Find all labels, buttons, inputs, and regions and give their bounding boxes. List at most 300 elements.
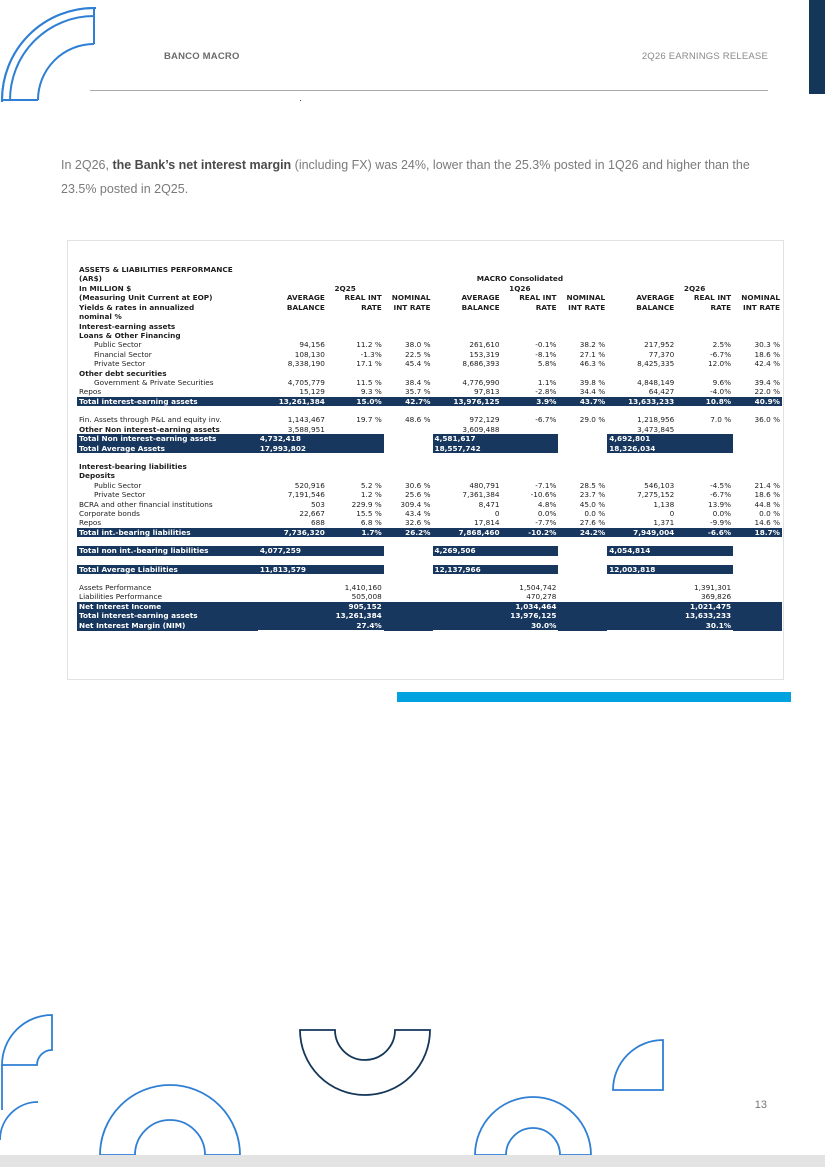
table-row (77, 350, 782, 359)
table-row-total (77, 565, 782, 574)
avg-balance-cell: 8,425,335 (637, 359, 675, 369)
empty-cell (558, 434, 607, 443)
summary-value-cell: 1,391,301 (693, 582, 732, 592)
col-nom-2: INT RATE (393, 302, 431, 312)
real-rate-cell: 9.6% (712, 378, 732, 388)
nominal-rate-cell: 38.2 % (579, 340, 606, 350)
avg-balance-cell: 4,077,259 (258, 546, 327, 555)
nominal-rate-cell (384, 425, 433, 434)
col-real: REAL INT (344, 293, 382, 303)
avg-balance-cell: 688 (310, 518, 325, 528)
empty-cell (502, 434, 559, 443)
real-rate-cell: 0.0% (712, 508, 732, 518)
yields-row-2 (77, 312, 782, 321)
table-row (77, 481, 782, 490)
avg-balance-cell: 1,143,467 (287, 415, 325, 425)
real-rate-cell: 11.2 % (356, 340, 382, 350)
avg-balance-cell: 8,471 (478, 499, 500, 509)
empty-cell (733, 602, 782, 611)
real-rate-cell: -4.0% (709, 387, 732, 397)
real-rate-cell: 5.2 % (360, 480, 382, 490)
real-rate-cell: -6.6% (676, 528, 733, 537)
avg-balance-cell: 97,813 (474, 387, 500, 397)
summary-value-cell: 30.0% (433, 621, 559, 631)
avg-balance-cell: 1,371 (653, 518, 675, 528)
real-rate-cell (676, 425, 733, 434)
empty-cell (676, 444, 733, 453)
spacer-row (77, 537, 782, 546)
empty-cell (558, 592, 607, 601)
nominal-rate-cell: 30.3 % (754, 340, 780, 350)
nominal-rate-cell: 46.3 % (579, 359, 606, 369)
empty-cell (558, 565, 607, 574)
avg-balance-cell: 64,427 (648, 387, 675, 397)
real-rate-cell: 17.1 % (356, 359, 382, 369)
empty-cell (558, 444, 607, 453)
header-release-title: 2Q26 EARNINGS RELEASE (641, 51, 768, 62)
period-2q25: 2Q25 (334, 283, 356, 293)
real-rate-cell: -7.7% (535, 518, 557, 528)
row-label: Public Sector (94, 480, 142, 490)
col-real: REAL INT (519, 293, 557, 303)
real-rate-cell: -0.1% (535, 340, 557, 350)
nominal-rate-cell: 0.0 % (759, 508, 780, 518)
table-row (77, 583, 782, 592)
summary-value-cell: 1,410,160 (344, 582, 382, 592)
page-edge-tab (809, 0, 825, 94)
avg-balance-cell: 8,686,393 (462, 359, 500, 369)
col-real-2: RATE (710, 302, 732, 312)
summary-value-cell: 470,278 (526, 592, 557, 602)
avg-balance-cell: 7,361,384 (462, 490, 500, 500)
real-rate-cell: -6.7% (709, 349, 732, 359)
summary-value-cell: 1,021,475 (607, 602, 733, 611)
nominal-rate-cell: 14.6 % (754, 518, 780, 528)
row-label: Assets Performance (79, 582, 152, 592)
section-ibl: Interest-bearing liabilities (79, 461, 187, 471)
row-label: Financial Sector (94, 349, 152, 359)
avg-balance-cell: 15,129 (299, 387, 325, 397)
nominal-rate-cell: 36.0 % (754, 415, 780, 425)
section-header (77, 331, 782, 340)
row-label: Liabilities Performance (79, 592, 163, 602)
header-bank-name: BANCO MACRO (164, 51, 240, 62)
table-row-total (77, 444, 782, 453)
empty-cell (384, 434, 433, 443)
col-avg-2: BALANCE (286, 302, 325, 312)
avg-balance-cell: 3,588,951 (287, 424, 325, 434)
nominal-rate-cell: 43.4 % (405, 508, 431, 518)
nominal-rate-cell: 35.7 % (405, 387, 431, 397)
summary-value-cell: 30.1% (607, 621, 733, 631)
empty-cell (384, 602, 433, 611)
avg-balance-cell: 12,003,818 (607, 565, 676, 574)
nominal-rate-cell: 42.4 % (754, 359, 780, 369)
nominal-rate-cell: 22.0 % (754, 387, 780, 397)
row-label: Total Average Liabilities (77, 565, 258, 574)
nominal-rate-cell: 25.6 % (405, 490, 431, 500)
section-deposits: Deposits (79, 471, 115, 481)
yields-label: Yields & rates in annualized (79, 302, 195, 312)
col-nom-2: INT RATE (568, 302, 606, 312)
nominal-rate-cell: 34.4 % (579, 387, 606, 397)
row-label: Corporate bonds (79, 508, 140, 518)
header-dot (300, 100, 301, 101)
row-label: Total non int.-bearing liabilities (77, 546, 258, 555)
real-rate-cell: 13.9% (707, 499, 732, 509)
row-label: Total interest-earning assets (77, 611, 258, 620)
col-avg-2: BALANCE (636, 302, 675, 312)
row-label: BCRA and other financial institutions (79, 499, 213, 509)
nominal-rate-cell: 27.1 % (579, 349, 606, 359)
summary-value-cell: 905,152 (258, 602, 384, 611)
summary-value-cell: 505,008 (351, 592, 382, 602)
table-row (77, 509, 782, 518)
page-number: 13 (754, 1099, 767, 1111)
table-row (77, 340, 782, 349)
nominal-rate-cell: 39.4 % (754, 378, 780, 388)
empty-cell (327, 565, 384, 574)
row-label: Public Sector (94, 340, 142, 350)
real-rate-cell: -2.8% (535, 387, 557, 397)
avg-balance-cell: 3,473,845 (637, 424, 675, 434)
avg-balance-cell: 13,976,125 (433, 397, 502, 406)
avg-balance-cell: 7,736,320 (258, 528, 327, 537)
intro-bold: the Bank’s net interest margin (112, 158, 292, 172)
nominal-rate-cell: 28.5 % (579, 480, 606, 490)
nominal-rate-cell: 23.7 % (579, 490, 606, 500)
table-row-total (77, 528, 782, 537)
section-header (77, 322, 782, 331)
section-header (77, 369, 782, 378)
empty-cell (384, 546, 433, 555)
nominal-rate-cell: 45.4 % (405, 359, 431, 369)
avg-balance-cell: 13,633,233 (607, 397, 676, 406)
col-avg: AVERAGE (461, 293, 500, 303)
empty-cell (384, 621, 433, 631)
spacer-row (77, 556, 782, 565)
real-rate-cell: 10.8% (676, 397, 733, 406)
empty-cell (733, 583, 782, 592)
real-rate-cell: 12.0% (707, 359, 732, 369)
col-real-2: RATE (535, 302, 557, 312)
real-rate-cell (327, 425, 384, 434)
period-row (77, 284, 782, 293)
avg-balance-cell: 22,667 (299, 508, 325, 518)
nominal-rate-cell: 27.6 % (579, 518, 606, 528)
col-real: REAL INT (693, 293, 732, 303)
avg-balance-cell: 4,692,801 (607, 434, 676, 443)
avg-balance-cell: 4,732,418 (258, 434, 327, 443)
empty-cell (327, 434, 384, 443)
avg-balance-cell: 4,269,506 (433, 546, 502, 555)
avg-balance-cell: 7,868,460 (433, 528, 502, 537)
empty-cell (733, 444, 782, 453)
row-label: Government & Private Securities (94, 378, 214, 388)
empty-cell (384, 611, 433, 620)
real-rate-cell: -1.3% (360, 349, 382, 359)
nominal-rate-cell (558, 425, 607, 434)
empty-cell (676, 434, 733, 443)
avg-balance-cell: 0 (669, 508, 675, 518)
real-rate-cell: 11.5 % (356, 378, 382, 388)
avg-balance-cell: 4,848,149 (637, 378, 675, 388)
nominal-rate-cell: 48.6 % (405, 415, 431, 425)
empty-cell (558, 621, 607, 631)
empty-cell (733, 434, 782, 443)
empty-cell (733, 565, 782, 574)
header-divider (90, 90, 768, 91)
row-label: Repos (79, 387, 102, 397)
table-row (77, 387, 782, 396)
table-row-total (77, 397, 782, 406)
row-label: Fin. Assets through P&L and equity inv. (79, 415, 222, 425)
empty-cell (384, 565, 433, 574)
real-rate-cell: -10.2% (502, 528, 559, 537)
empty-cell (327, 444, 384, 453)
col-nom: NOMINAL (566, 293, 606, 303)
col-real-2: RATE (361, 302, 382, 312)
summary-value-cell: 27.4% (258, 621, 384, 631)
real-rate-cell: 0.0% (537, 508, 557, 518)
col-nom: NOMINAL (741, 293, 780, 303)
intro-lead: In 2Q26, (61, 158, 113, 172)
avg-balance-cell: 261,610 (469, 340, 500, 350)
real-rate-cell: -4.5% (709, 480, 732, 490)
avg-balance-cell: 0 (494, 508, 500, 518)
avg-balance-cell: 18,557,742 (433, 444, 502, 453)
empty-cell (558, 583, 607, 592)
avg-balance-cell: 153,319 (469, 349, 500, 359)
row-label: Other Non interest-earning assets (79, 424, 220, 434)
real-rate-cell: 1.1% (537, 378, 557, 388)
empty-cell (558, 546, 607, 555)
table-row (77, 518, 782, 527)
spacer-row (77, 453, 782, 462)
table-row-total (77, 434, 782, 443)
column-header-row-2 (77, 303, 782, 313)
real-rate-cell: 19.7 % (356, 415, 382, 425)
spacer-row (77, 574, 782, 583)
avg-balance-cell: 503 (310, 499, 325, 509)
avg-balance-cell: 3,609,488 (462, 424, 500, 434)
avg-balance-cell: 18,326,034 (607, 444, 676, 453)
table-row (77, 415, 782, 424)
empty-cell (676, 565, 733, 574)
empty-cell (384, 444, 433, 453)
empty-cell (733, 546, 782, 555)
real-rate-cell: 3.9% (502, 397, 559, 406)
empty-cell (327, 546, 384, 555)
unit-label: In MILLION $ (79, 283, 132, 293)
nominal-rate-cell: 38.0 % (405, 340, 431, 350)
accent-bar (397, 692, 791, 702)
real-rate-cell: 4.8% (537, 499, 557, 509)
nominal-rate-cell: 43.7% (558, 397, 607, 406)
real-rate-cell: 7.0 % (710, 415, 732, 425)
avg-balance-cell: 7,949,004 (607, 528, 676, 537)
real-rate-cell: -8.1% (535, 349, 557, 359)
empty-cell (558, 611, 607, 620)
nominal-rate-cell: 44.8 % (754, 499, 780, 509)
summary-value-cell: 13,633,233 (607, 611, 733, 620)
nominal-rate-cell: 26.2% (384, 528, 433, 537)
section-iea: Interest-earning assets (79, 321, 176, 331)
summary-value-cell: 13,976,125 (433, 611, 559, 620)
empty-cell (502, 444, 559, 453)
row-label: Private Sector (94, 359, 146, 369)
nominal-rate-cell: 40.9% (733, 397, 782, 406)
row-label: Total Non interest-earning assets (77, 434, 258, 443)
real-rate-cell: -10.6% (530, 490, 557, 500)
table-row (77, 378, 782, 387)
empty-cell (384, 592, 433, 601)
nominal-rate-cell: 18.6 % (754, 349, 780, 359)
nominal-rate-cell: 39.8 % (579, 378, 606, 388)
avg-balance-cell: 12,137,966 (433, 565, 502, 574)
avg-balance-cell: 8,338,190 (287, 359, 325, 369)
avg-balance-cell: 1,138 (653, 499, 675, 509)
avg-balance-cell: 217,952 (644, 340, 675, 350)
avg-balance-cell: 1,218,956 (637, 415, 675, 425)
table-row-total (77, 611, 782, 620)
table-row-total (77, 546, 782, 555)
avg-balance-cell: 17,814 (474, 518, 500, 528)
table-row (77, 490, 782, 499)
table-currency: (AR$) (79, 274, 103, 284)
nominal-rate-cell: 32.6 % (405, 518, 431, 528)
col-avg: AVERAGE (636, 293, 675, 303)
col-avg-2: BALANCE (461, 302, 500, 312)
col-avg: AVERAGE (286, 293, 325, 303)
nominal-rate-cell: 45.0 % (579, 499, 606, 509)
period-1q26: 1Q26 (509, 283, 531, 293)
column-header-row-1 (77, 293, 782, 303)
nominal-rate-cell: 38.4 % (405, 378, 431, 388)
real-rate-cell: -9.9% (709, 518, 732, 528)
avg-balance-cell: 4,581,617 (433, 434, 502, 443)
nominal-rate-cell: 24.2% (558, 528, 607, 537)
row-label: Repos (79, 518, 102, 528)
nominal-rate-cell: 309.4 % (400, 499, 431, 509)
spacer-row (77, 406, 782, 415)
row-label: Net Interest Margin (NIM) (77, 621, 258, 631)
section-header (77, 471, 782, 480)
nominal-rate-cell: 42.7% (384, 397, 433, 406)
performance-table (77, 265, 782, 631)
table-row (77, 425, 782, 434)
real-rate-cell: 15.0% (327, 397, 384, 406)
row-label: Total interest-earning assets (77, 397, 258, 406)
real-rate-cell: -6.7% (709, 490, 732, 500)
avg-balance-cell: 94,156 (299, 340, 325, 350)
row-label: Total Average Assets (77, 444, 258, 453)
summary-value-cell: 13,261,384 (258, 611, 384, 620)
avg-balance-cell: 480,791 (469, 480, 500, 490)
measuring-label: (Measuring Unit Current at EOP) (79, 293, 213, 303)
avg-balance-cell: 13,261,384 (258, 397, 327, 406)
col-nom: NOMINAL (391, 293, 431, 303)
table-row (77, 359, 782, 368)
avg-balance-cell: 546,103 (644, 480, 675, 490)
empty-cell (502, 565, 559, 574)
avg-balance-cell: 972,129 (469, 415, 500, 425)
empty-cell (733, 621, 782, 631)
period-2q26: 2Q26 (683, 283, 706, 293)
avg-balance-cell: 4,705,779 (287, 378, 325, 388)
empty-cell (502, 546, 559, 555)
nominal-rate-cell: 18.6 % (754, 490, 780, 500)
nominal-rate-cell: 29.0 % (579, 415, 606, 425)
real-rate-cell: 2.5% (712, 340, 732, 350)
avg-balance-cell: 4,054,814 (607, 546, 676, 555)
nominal-rate-cell: 30.6 % (405, 480, 431, 490)
table-row-total (77, 602, 782, 611)
real-rate-cell: 15.5 % (356, 508, 382, 518)
row-label: Total int.-bearing liabilities (77, 528, 258, 537)
avg-balance-cell: 11,813,579 (258, 565, 327, 574)
section-loans: Loans & Other Financing (79, 331, 181, 341)
empty-cell (558, 602, 607, 611)
yields-label-2: nominal % (79, 312, 122, 322)
table-row (77, 500, 782, 509)
section-ods: Other debt securities (79, 368, 167, 378)
col-nom-2: INT RATE (742, 302, 780, 312)
real-rate-cell: 1.2 % (360, 490, 382, 500)
intro-rest: (including FX) was 24%, lower than the 25.3% posted in 1Q26 and higher than the 23.5% posted in 2Q25. (61, 158, 750, 196)
footer-strip (0, 1155, 825, 1167)
avg-balance-cell: 7,191,546 (287, 490, 325, 500)
avg-balance-cell: 7,275,152 (637, 490, 675, 500)
real-rate-cell: 9.3 % (360, 387, 382, 397)
summary-value-cell: 1,034,464 (433, 602, 559, 611)
avg-balance-cell: 77,370 (648, 349, 675, 359)
table-title: ASSETS & LIABILITIES PERFORMANCE (79, 265, 233, 274)
nominal-rate-cell (733, 425, 782, 434)
avg-balance-cell: 108,130 (294, 349, 325, 359)
real-rate-cell: -7.1% (535, 480, 557, 490)
title-row-2 (77, 274, 782, 283)
title-row (77, 265, 782, 274)
real-rate-cell: -6.7% (535, 415, 557, 425)
group-label: MACRO Consolidated (476, 274, 564, 284)
summary-value-cell: 369,826 (700, 592, 732, 602)
real-rate-cell: 229.9 % (351, 499, 382, 509)
summary-value-cell: 1,504,742 (519, 582, 557, 592)
empty-cell (384, 583, 433, 592)
row-label: Net Interest Income (77, 602, 258, 611)
table-row-total (77, 621, 782, 631)
real-rate-cell: 1.7% (327, 528, 384, 537)
nominal-rate-cell: 21.4 % (754, 480, 780, 490)
empty-cell (733, 592, 782, 601)
empty-cell (676, 546, 733, 555)
intro-paragraph (61, 153, 771, 201)
avg-balance-cell: 520,916 (294, 480, 325, 490)
empty-cell (733, 611, 782, 620)
real-rate-cell: 6.8 % (360, 518, 382, 528)
section-header (77, 462, 782, 471)
avg-balance-cell: 4,776,990 (462, 378, 500, 388)
real-rate-cell (502, 425, 559, 434)
nominal-rate-cell: 0.0 % (584, 508, 606, 518)
avg-balance-cell: 17,993,802 (258, 444, 327, 453)
table-row (77, 592, 782, 601)
row-label: Private Sector (94, 490, 146, 500)
real-rate-cell: 5.8% (537, 359, 557, 369)
nominal-rate-cell: 22.5 % (405, 349, 431, 359)
nominal-rate-cell: 18.7% (733, 528, 782, 537)
